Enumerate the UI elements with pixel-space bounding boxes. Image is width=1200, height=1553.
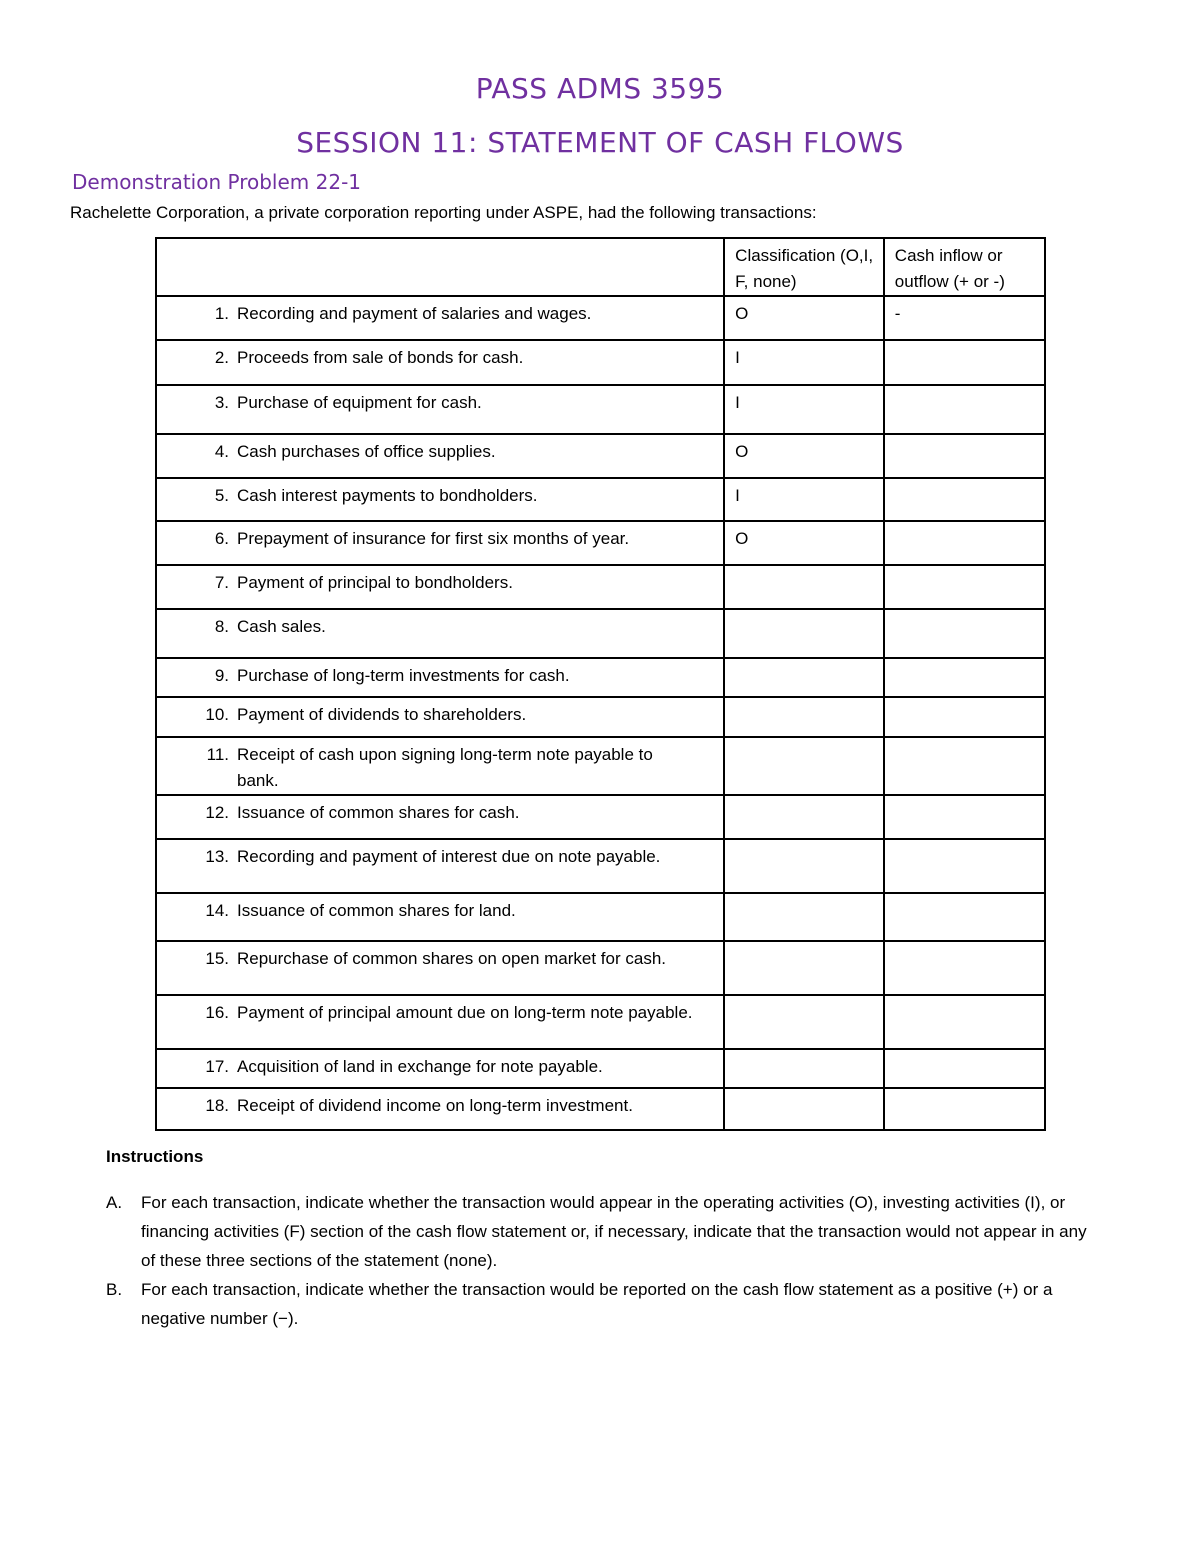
transaction-cell xyxy=(156,385,724,434)
transaction-cell xyxy=(156,995,724,1049)
cash-flow-cell xyxy=(884,385,1045,434)
table-row xyxy=(156,941,1045,995)
classification-cell xyxy=(724,697,884,737)
classification-cell xyxy=(724,839,884,893)
transaction-cell xyxy=(156,737,724,795)
cash-flow-cell xyxy=(884,478,1045,521)
instructions-list xyxy=(106,1188,1096,1333)
transactions-table xyxy=(155,237,1046,1131)
transaction-cell xyxy=(156,565,724,609)
transaction-description: Recording and payment of interest due on note payable. xyxy=(237,847,661,866)
table-row xyxy=(156,795,1045,839)
transaction-description: Receipt of dividend income on long-term investment. xyxy=(237,1096,633,1115)
cash-flow-cell xyxy=(884,941,1045,995)
intro-text: Rachelette Corporation, a private corporation reporting under ASPE, had the following transactions: xyxy=(70,203,817,222)
transaction-number: 18. xyxy=(205,1096,229,1115)
transaction-number: 14. xyxy=(205,901,229,920)
cash-flow-cell xyxy=(884,565,1045,609)
transaction-number: 5. xyxy=(214,486,229,505)
transaction-number: 3. xyxy=(214,393,229,412)
transaction-number: 9. xyxy=(214,666,229,685)
transaction-description: Receipt of cash upon signing long-term note payable to bank. xyxy=(237,745,653,790)
instruction-item xyxy=(106,1275,1096,1333)
table-row xyxy=(156,521,1045,565)
instruction-text: For each transaction, indicate whether the transaction would appear in the operating activities (O), investing activities (I), or financing activities (F) section of the cash flow statement or, if necessary, indicate that the transaction would not appear in any of these three sections of the statement (none). xyxy=(141,1193,1087,1270)
header-description-cell xyxy=(156,238,724,296)
transaction-cell xyxy=(156,941,724,995)
instruction-letter: A. xyxy=(106,1193,123,1212)
cash-flow-cell xyxy=(884,839,1045,893)
cash-flow-cell xyxy=(884,434,1045,478)
transaction-number: 1. xyxy=(214,304,229,323)
cash-flow-cell xyxy=(884,697,1045,737)
transaction-description: Payment of dividends to shareholders. xyxy=(237,705,527,724)
cash-flow-cell xyxy=(884,658,1045,697)
transaction-cell xyxy=(156,1088,724,1130)
classification-cell: O xyxy=(724,521,884,565)
transaction-number: 4. xyxy=(214,442,229,461)
table-row xyxy=(156,565,1045,609)
classification-cell: O xyxy=(724,434,884,478)
instruction-letter: B. xyxy=(106,1280,123,1299)
transaction-number: 8. xyxy=(214,617,229,636)
classification-cell: O xyxy=(724,296,884,340)
transaction-number: 17. xyxy=(205,1057,229,1076)
header-cash-flow: Cash inflow or outflow (+ or -) xyxy=(884,238,1045,296)
transaction-description: Purchase of equipment for cash. xyxy=(237,393,482,412)
transaction-description: Proceeds from sale of bonds for cash. xyxy=(237,348,524,367)
transaction-number: 10. xyxy=(205,705,229,724)
cash-flow-cell: - xyxy=(884,296,1045,340)
cash-flow-cell xyxy=(884,340,1045,385)
header-classification: Classification (O,I, F, none) xyxy=(724,238,884,296)
table-row xyxy=(156,893,1045,941)
table-row xyxy=(156,839,1045,893)
cash-flow-cell xyxy=(884,795,1045,839)
transaction-cell xyxy=(156,609,724,658)
transaction-cell xyxy=(156,893,724,941)
transaction-number: 11. xyxy=(206,745,229,764)
table-row xyxy=(156,658,1045,697)
transaction-number: 12. xyxy=(205,803,229,822)
table-row xyxy=(156,737,1045,795)
transaction-number: 15. xyxy=(205,949,229,968)
classification-cell xyxy=(724,941,884,995)
table-row xyxy=(156,296,1045,340)
cash-flow-cell xyxy=(884,737,1045,795)
transaction-description: Payment of principal amount due on long-term note payable. xyxy=(237,1003,693,1022)
transaction-cell xyxy=(156,478,724,521)
classification-cell: I xyxy=(724,340,884,385)
table-row xyxy=(156,697,1045,737)
transaction-description: Issuance of common shares for cash. xyxy=(237,803,520,822)
table-row xyxy=(156,1088,1045,1130)
transaction-cell xyxy=(156,434,724,478)
cash-flow-cell xyxy=(884,1049,1045,1088)
instruction-item xyxy=(106,1188,1096,1275)
table-header-row xyxy=(156,238,1045,296)
problem-subtitle: Demonstration Problem 22-1 xyxy=(72,170,362,194)
cash-flow-cell xyxy=(884,893,1045,941)
transaction-cell xyxy=(156,839,724,893)
transaction-cell xyxy=(156,340,724,385)
classification-cell: I xyxy=(724,478,884,521)
table-row xyxy=(156,995,1045,1049)
transaction-description: Cash purchases of office supplies. xyxy=(237,442,496,461)
table-row xyxy=(156,434,1045,478)
classification-cell xyxy=(724,893,884,941)
transaction-number: 2. xyxy=(214,348,229,367)
transaction-cell xyxy=(156,697,724,737)
transaction-description: Issuance of common shares for land. xyxy=(237,901,516,920)
transaction-number: 6. xyxy=(214,529,229,548)
instruction-text: For each transaction, indicate whether the transaction would be reported on the cash flow statement as a positive (+) or a negative number (−). xyxy=(141,1280,1053,1328)
document-title: PASS ADMS 3595 xyxy=(475,72,725,105)
transaction-number: 16. xyxy=(205,1003,229,1022)
transaction-description: Acquisition of land in exchange for note payable. xyxy=(237,1057,603,1076)
transaction-cell xyxy=(156,658,724,697)
cash-flow-cell xyxy=(884,521,1045,565)
classification-cell: I xyxy=(724,385,884,434)
classification-cell xyxy=(724,1049,884,1088)
instructions-heading: Instructions xyxy=(106,1147,204,1166)
transaction-cell xyxy=(156,296,724,340)
transaction-number: 7. xyxy=(214,573,229,592)
cash-flow-cell xyxy=(884,995,1045,1049)
transaction-description: Purchase of long-term investments for cash. xyxy=(237,666,570,685)
transaction-description: Repurchase of common shares on open market for cash. xyxy=(237,949,666,968)
table-row xyxy=(156,478,1045,521)
table-row xyxy=(156,1049,1045,1088)
cash-flow-cell xyxy=(884,1088,1045,1130)
transaction-cell xyxy=(156,795,724,839)
transaction-description: Cash sales. xyxy=(237,617,326,636)
transaction-cell xyxy=(156,1049,724,1088)
classification-cell xyxy=(724,795,884,839)
session-title: SESSION 11: STATEMENT OF CASH FLOWS xyxy=(296,126,904,159)
table-row xyxy=(156,385,1045,434)
table-row xyxy=(156,609,1045,658)
transaction-description: Prepayment of insurance for first six months of year. xyxy=(237,529,630,548)
transaction-description: Cash interest payments to bondholders. xyxy=(237,486,538,505)
classification-cell xyxy=(724,1088,884,1130)
transaction-cell xyxy=(156,521,724,565)
classification-cell xyxy=(724,737,884,795)
transaction-number: 13. xyxy=(205,847,229,866)
table-row xyxy=(156,340,1045,385)
transaction-description: Payment of principal to bondholders. xyxy=(237,573,513,592)
classification-cell xyxy=(724,658,884,697)
classification-cell xyxy=(724,565,884,609)
cash-flow-cell xyxy=(884,609,1045,658)
transaction-description: Recording and payment of salaries and wages. xyxy=(237,304,592,323)
classification-cell xyxy=(724,609,884,658)
classification-cell xyxy=(724,995,884,1049)
